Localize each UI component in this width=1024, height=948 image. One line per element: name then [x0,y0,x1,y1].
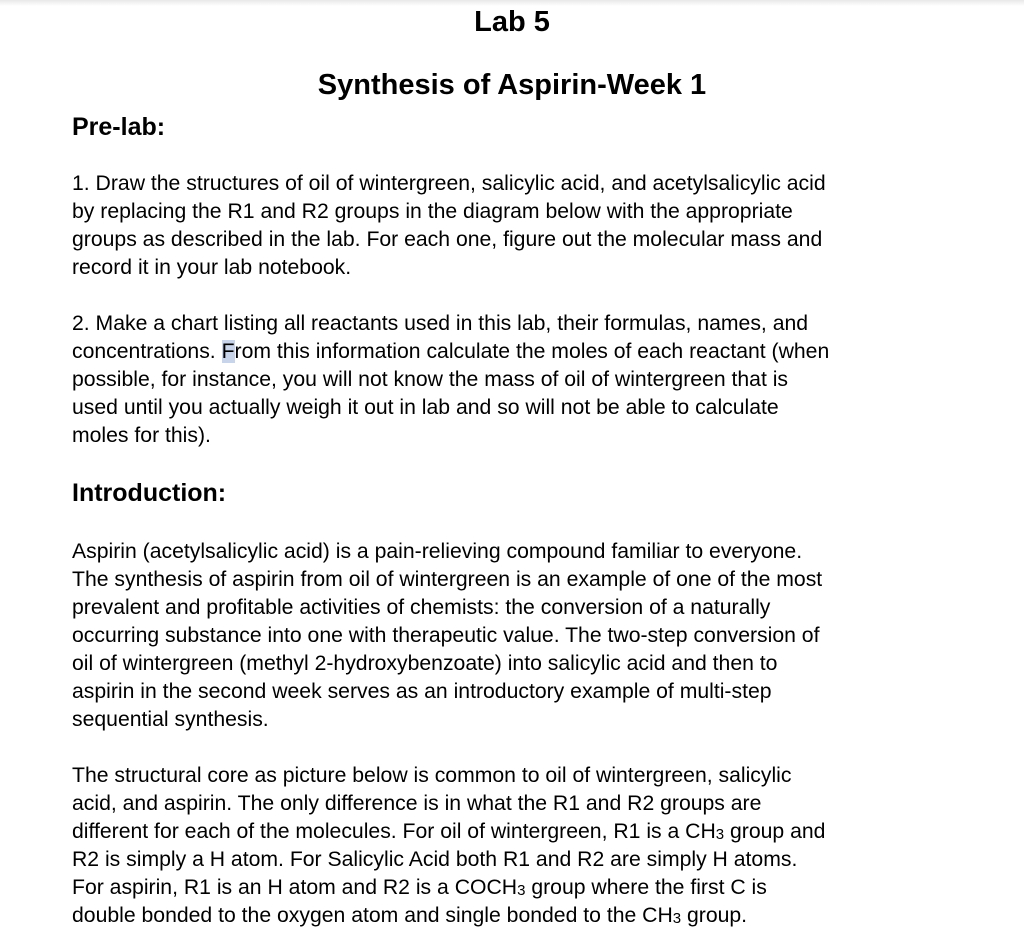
text-run: group and [724,820,826,843]
text-line [72,818,952,846]
text-line: record it in your lab notebook. [72,256,352,279]
text-run: group. [681,904,748,927]
text-line: The structural core as picture below is common to oil of wintergreen, salicylic [72,764,792,787]
subscript: 3 [517,882,526,899]
document-title: Synthesis of Aspirin-Week 1 [317,69,707,101]
introduction-paragraph-1 [72,538,952,734]
subscript: 3 [715,826,725,843]
text-line: 2. Make a chart listing all reactants used in this lab, their formulas, names, and [72,312,809,335]
prelab-item-1 [72,170,952,282]
text-line: possible, for instance, you will not know the mass of oil of wintergreen that is [72,368,789,391]
text-run: group where the first C is [525,876,767,899]
text-line: prevalent and profitable activities of chemists: the conversion of a naturally [72,596,771,619]
text-line: acid, and aspirin. The only difference is in what the R1 and R2 groups are [72,792,762,815]
lab-number-title: Lab 5 [474,6,550,38]
text-run: For aspirin, R1 is an H atom and R2 is a COCH [72,876,518,899]
text-line [72,874,952,902]
text-run: different for each of the molecules. For oil of wintergreen, R1 is a CH [72,820,716,843]
text-selection-highlight[interactable]: F [221,340,235,363]
subscript: 3 [672,910,682,927]
text-line: by replacing the R1 and R2 groups in the diagram below with the appropriate [72,200,793,223]
text-run: concentrations. [72,340,222,363]
text-line: aspirin in the second week serves as an introductory example of multi-step [72,680,772,703]
text-line: groups as described in the lab. For each one, figure out the molecular mass and [72,228,823,251]
text-line: oil of wintergreen (methyl 2-hydroxybenzoate) into salicylic acid and then to [72,652,778,675]
text-line: moles for this). [72,424,211,447]
text-line: R2 is simply a H atom. For Salicylic Acid both R1 and R2 are simply H atoms. [72,848,798,871]
text-line: sequential synthesis. [72,708,269,731]
text-line: The synthesis of aspirin from oil of wintergreen is an example of one of the most [72,568,823,591]
introduction-heading: Introduction: [72,479,227,507]
text-line [72,902,952,930]
text-line: 1. Draw the structures of oil of wintergreen, salicylic acid, and acetylsalicylic acid [72,172,826,195]
text-run: rom this information calculate the moles of each reactant (when [234,340,830,363]
prelab-heading: Pre-lab: [72,113,166,141]
text-line [72,338,952,366]
text-line: used until you actually weigh it out in lab and so will not be able to calculate [72,396,779,419]
text-run: double bonded to the oxygen atom and single bonded to the CH [72,904,673,927]
text-line: Aspirin (acetylsalicylic acid) is a pain-relieving compound familiar to everyone. [72,540,803,563]
text-line: occurring substance into one with therapeutic value. The two-step conversion of [72,624,820,647]
introduction-paragraph-2 [72,762,952,930]
prelab-item-2 [72,310,952,450]
